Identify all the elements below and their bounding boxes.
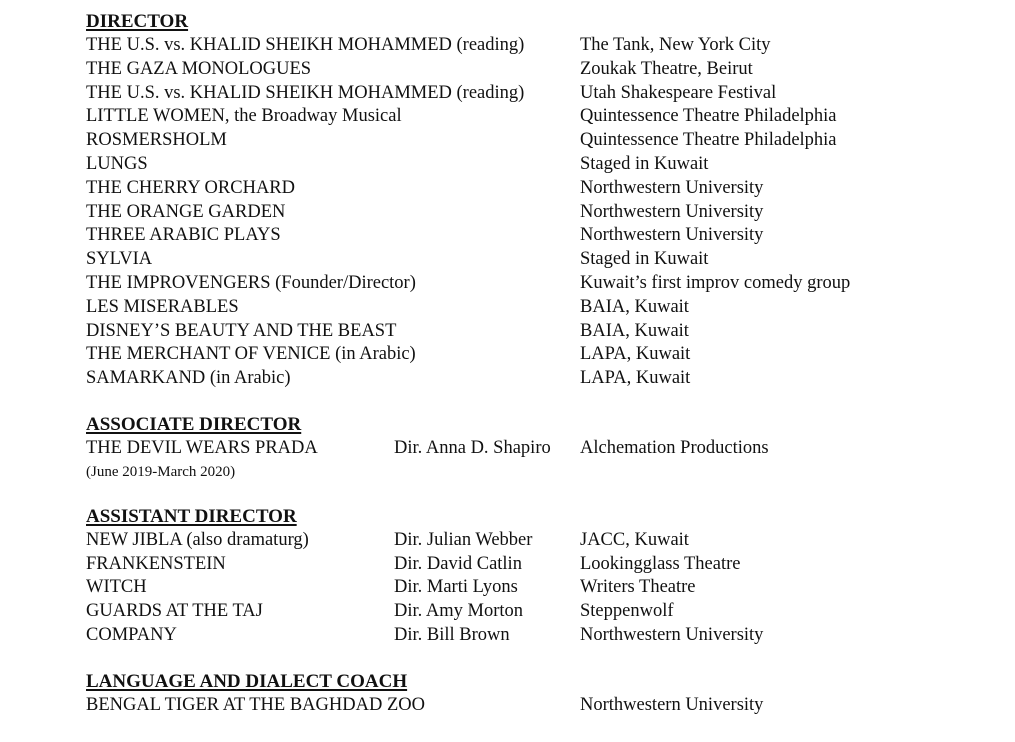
credit-venue: Utah Shakespeare Festival xyxy=(580,82,777,103)
credit-title: THE GAZA MONOLOGUES xyxy=(86,58,312,79)
credit-title: THE DEVIL WEARS PRADA xyxy=(86,437,318,458)
credit-row xyxy=(86,296,986,320)
credit-director: Dir. Marti Lyons xyxy=(394,577,518,598)
credit-title: SAMARKAND (in Arabic) xyxy=(86,368,291,389)
credit-venue: Lookingglass Theatre xyxy=(580,553,741,574)
credit-title: THE CHERRY ORCHARD xyxy=(86,177,296,198)
credit-title: COMPANY xyxy=(86,624,177,645)
credit-venue: Northwestern University xyxy=(580,201,764,222)
credit-row xyxy=(86,248,986,272)
credit-title: THE MERCHANT OF VENICE (in Arabic) xyxy=(86,344,416,365)
credit-venue: BAIA, Kuwait xyxy=(580,320,689,341)
credit-row xyxy=(86,201,986,225)
credit-row xyxy=(86,694,986,718)
section-director xyxy=(86,10,986,391)
credit-director: Dir. Julian Webber xyxy=(394,529,533,550)
credit-title: SYLVIA xyxy=(86,249,153,270)
section-heading-assistant-director: ASSISTANT DIRECTOR xyxy=(86,505,297,527)
credit-title: FRANKENSTEIN xyxy=(86,553,226,574)
credit-title: BENGAL TIGER AT THE BAGHDAD ZOO xyxy=(86,694,425,715)
credit-venue: Alchemation Productions xyxy=(580,437,769,458)
credit-venue: The Tank, New York City xyxy=(580,35,771,55)
credit-title: THE U.S. vs. KHALID SHEIKH MOHAMMED (reading) xyxy=(86,35,525,55)
credit-row xyxy=(86,343,986,367)
credit-row xyxy=(86,177,986,201)
credit-venue: BAIA, Kuwait xyxy=(580,296,689,317)
credit-venue: Kuwait’s first improv comedy group xyxy=(580,272,851,293)
credit-venue: Northwestern University xyxy=(580,694,764,715)
credit-row xyxy=(86,224,986,248)
credit-row xyxy=(86,437,986,461)
credit-row xyxy=(86,58,986,82)
credit-venue: Northwestern University xyxy=(580,225,764,246)
credit-row xyxy=(86,320,986,344)
credit-title: THREE ARABIC PLAYS xyxy=(86,225,281,246)
credit-venue: Quintessence Theatre Philadelphia xyxy=(580,106,837,127)
credit-row xyxy=(86,153,986,177)
section-heading-language-coach: LANGUAGE AND DIALECT COACH xyxy=(86,670,408,692)
credit-venue: Steppenwolf xyxy=(580,601,674,622)
credit-director: Dir. David Catlin xyxy=(394,553,522,574)
credit-venue: Staged in Kuwait xyxy=(580,249,709,270)
section-heading-associate-director: ASSOCIATE DIRECTOR xyxy=(86,413,302,435)
credit-title: NEW JIBLA (also dramaturg) xyxy=(86,529,309,550)
credit-venue: Writers Theatre xyxy=(580,577,696,598)
credit-row xyxy=(86,367,986,391)
credit-venue: LAPA, Kuwait xyxy=(580,344,691,365)
resume-document xyxy=(86,10,986,718)
credit-title: THE ORANGE GARDEN xyxy=(86,201,286,222)
credit-title: WITCH xyxy=(86,577,147,598)
credit-row xyxy=(86,576,986,600)
credit-venue: Northwestern University xyxy=(580,177,764,198)
credit-row xyxy=(86,129,986,153)
credit-venue: JACC, Kuwait xyxy=(580,529,689,550)
credit-title: LUNGS xyxy=(86,153,148,174)
credit-row xyxy=(86,600,986,624)
section-assistant-director xyxy=(86,505,986,648)
credit-venue: Staged in Kuwait xyxy=(580,153,709,174)
credit-director: Dir. Anna D. Shapiro xyxy=(394,437,551,458)
credit-row xyxy=(86,529,986,553)
credit-title: DISNEY’S BEAUTY AND THE BEAST xyxy=(86,320,397,341)
credit-title: THE IMPROVENGERS (Founder/Director) xyxy=(86,272,416,293)
credit-row xyxy=(86,105,986,129)
section-language-coach xyxy=(86,670,986,718)
credit-director: Dir. Amy Morton xyxy=(394,601,523,622)
credit-row xyxy=(86,34,986,58)
credit-venue: Quintessence Theatre Philadelphia xyxy=(580,130,837,151)
credit-director: Dir. Bill Brown xyxy=(394,624,510,645)
credit-row xyxy=(86,82,986,106)
credit-title: GUARDS AT THE TAJ xyxy=(86,601,263,622)
credit-venue: LAPA, Kuwait xyxy=(580,368,691,389)
section-heading-director: DIRECTOR xyxy=(86,11,189,32)
credit-title: LES MISERABLES xyxy=(86,296,239,317)
credit-row xyxy=(86,624,986,648)
credit-row xyxy=(86,272,986,296)
credit-title: ROSMERSHOLM xyxy=(86,130,227,151)
section-associate-director xyxy=(86,413,986,483)
credit-venue: Zoukak Theatre, Beirut xyxy=(580,58,753,79)
credit-date-note: (June 2019-March 2020) xyxy=(86,463,236,480)
credit-row xyxy=(86,553,986,577)
credit-venue: Northwestern University xyxy=(580,624,764,645)
credit-title: LITTLE WOMEN, the Broadway Musical xyxy=(86,106,402,127)
credit-title: THE U.S. vs. KHALID SHEIKH MOHAMMED (reading) xyxy=(86,82,525,103)
